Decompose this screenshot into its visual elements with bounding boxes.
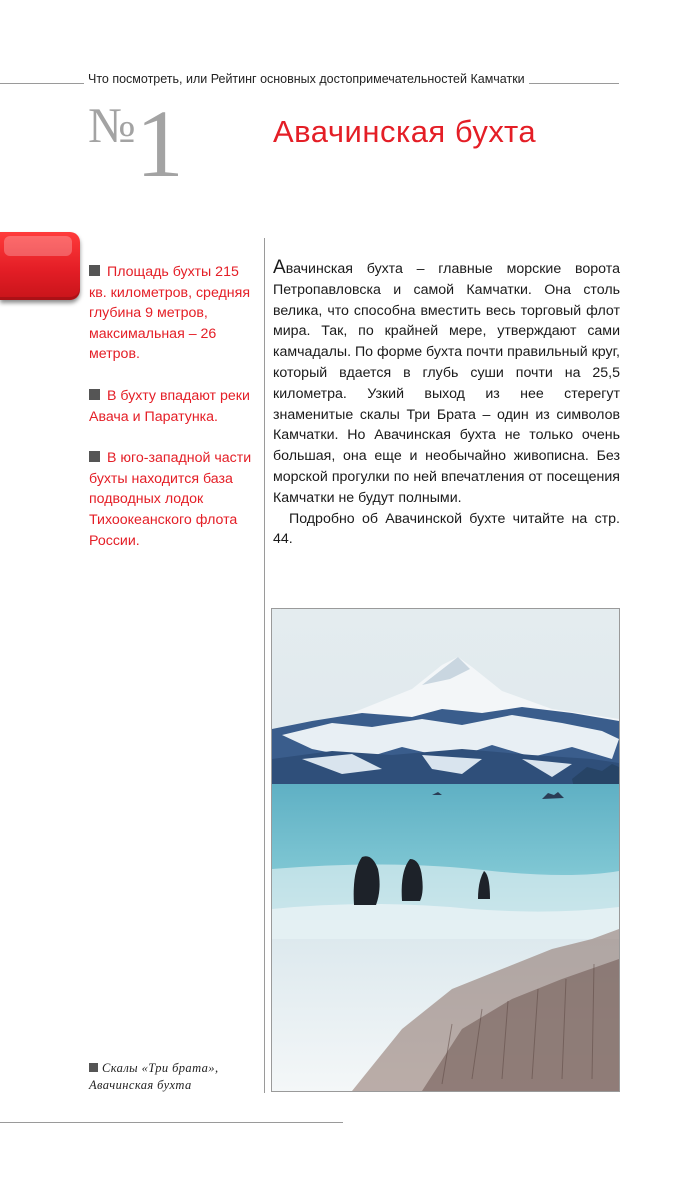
- paragraph-1: [273, 258, 620, 509]
- square-bullet-icon: [89, 389, 100, 400]
- running-title: Что посмотреть, или Рейтинг основных достопримечательностей Камчатки: [84, 72, 529, 86]
- caption-line-2: Авачинская бухта: [89, 1078, 192, 1092]
- fact-item: [89, 262, 259, 365]
- dropcap: А: [273, 257, 286, 278]
- rank-prefix: №: [88, 97, 134, 153]
- paragraph-1-text: вачинская бухта – главные морские ворота Петропавловска и самой Камчатки. Она столь велика, что способна вместить весь торговый флот мира. Так, по крайней мере, утверждают сами камчадалы. По форме бухта почти правильный круг, который вдается в глубь суши почти на 25,5 километра. Узкий выход из нее стерегут знаменитые скалы Три Брата – один из символов Камчатки. Но Авачинская бухта не только очень большая, она еще и необычайно живописна. Без морской прогулки по ней впечатления от посещения Камчатки не будут полными.: [273, 261, 620, 506]
- square-bullet-icon: [89, 265, 100, 276]
- rank-number: [88, 90, 184, 197]
- article-body: [273, 258, 620, 550]
- fact-text: Площадь бухты 215 кв. километров, средняя глубина 9 метров, максимальная – 26 метров.: [89, 264, 251, 363]
- caption-line-1: Скалы «Три брата»,: [102, 1061, 219, 1075]
- fact-text: В юго-западной части бухты находится база подводных лодок Тихоокеанского флота России.: [89, 450, 252, 549]
- page-title: Авачинская бухта: [273, 114, 537, 149]
- rank-digit: 1: [135, 90, 184, 197]
- column-divider: [264, 238, 265, 1093]
- square-bullet-icon: [89, 451, 100, 462]
- footer-rule: [0, 1122, 343, 1123]
- red-tab-marker: [0, 232, 80, 300]
- fact-text: В бухту впадают реки Авача и Паратунка.: [89, 387, 250, 425]
- photo-caption: [89, 1060, 259, 1094]
- three-brothers-rocks-image: [272, 609, 619, 1091]
- fact-item: [89, 448, 259, 551]
- paragraph-2: Подробно об Авачинской бухте читайте на стр. 44.: [273, 510, 620, 548]
- square-bullet-icon: [89, 1063, 98, 1072]
- facts-sidebar: [89, 262, 259, 572]
- fact-item: [89, 386, 259, 427]
- bay-photo: [271, 608, 620, 1092]
